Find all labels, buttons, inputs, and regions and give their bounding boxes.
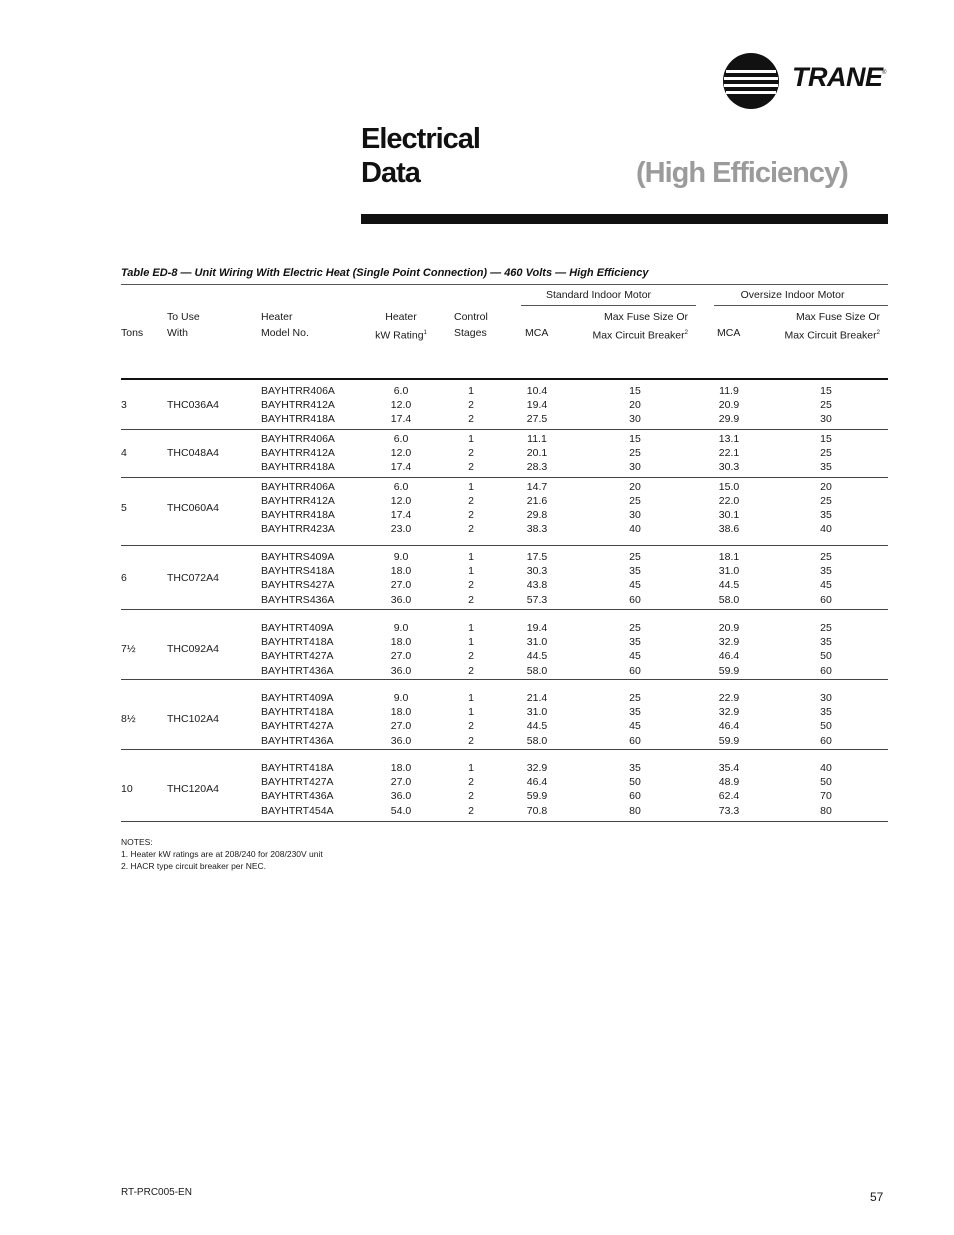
cell-fuse: 20 [629, 399, 641, 411]
col-header-control-stages: Control Stages [454, 311, 488, 339]
cell-fuse: 35 [629, 762, 641, 774]
cell-mca-o: 15.0 [718, 481, 740, 493]
cell-mca-o: 48.9 [718, 776, 740, 789]
cell-kw: 6.0 [393, 433, 409, 445]
standard-motor-header: Standard Indoor Motor [545, 289, 652, 301]
cell-model: BAYHTRR412A [261, 495, 335, 507]
cell-fuse: 30 [629, 413, 641, 425]
cell-fuse-o: 60 [820, 734, 832, 747]
cell-mca-o: 38.6 [718, 523, 740, 535]
cell-model: BAYHTRS409A [261, 551, 335, 563]
cell-kw: 9.0 [393, 622, 409, 634]
cell-kw: 12.0 [390, 447, 412, 459]
cell-fuse-o: 15 [820, 385, 832, 397]
cell-tons: 8½ [121, 713, 136, 726]
cell-fuse: 15 [629, 433, 641, 445]
cell-kw: 36.0 [390, 593, 412, 606]
cell-model: BAYHTRR412A [261, 399, 335, 411]
cell-mca: 21.6 [526, 495, 548, 507]
cell-model: BAYHTRT418A [261, 706, 334, 719]
cell-mca-o: 22.1 [718, 447, 740, 459]
notes [121, 836, 323, 872]
note-item: 1. Heater kW ratings are at 208/240 for 208/230V unit [121, 849, 323, 859]
cell-mca-o: 58.0 [718, 593, 740, 606]
cell-fuse: 45 [629, 720, 641, 733]
cell-mca: 14.7 [526, 481, 548, 493]
cell-fuse: 35 [629, 565, 641, 578]
cell-mca-o: 22.9 [718, 692, 740, 704]
cell-kw: 17.4 [390, 461, 412, 473]
brand-wordmark: TRANE [792, 62, 883, 92]
cell-mca: 28.3 [526, 461, 548, 473]
cell-mca-o: 13.1 [718, 433, 740, 445]
cell-stages: 2 [468, 593, 474, 606]
cell-mca-o: 32.9 [718, 636, 740, 649]
cell-model: BAYHTRR418A [261, 413, 335, 425]
cell-stages: 1 [468, 481, 474, 493]
cell-mca-o: 31.0 [718, 565, 740, 578]
cell-stages: 1 [468, 551, 474, 563]
col-header-fuse-standard: Max Fuse Size Or Max Circuit Breaker$^2$ [592, 311, 688, 342]
cell-fuse-o: 25 [820, 622, 832, 634]
cell-tons: 10 [121, 783, 133, 796]
col-header-tons: Tons [121, 327, 144, 339]
cell-kw: 17.4 [390, 413, 412, 425]
cell-mca: 27.5 [526, 413, 548, 425]
cell-unit-model: THC072A4 [167, 572, 219, 585]
cell-model: BAYHTRR423A [261, 523, 335, 535]
cell-stages: 2 [468, 664, 474, 677]
cell-stages: 2 [468, 734, 474, 747]
cell-fuse-o: 25 [820, 399, 832, 411]
col-header-heater-model: Heater Model No. [261, 311, 309, 339]
row-group-divider [121, 545, 888, 546]
cell-fuse-o: 35 [820, 565, 832, 578]
cell-model: BAYHTRR418A [261, 461, 335, 473]
cell-fuse: 40 [629, 523, 641, 535]
cell-stages: 1 [468, 385, 474, 397]
cell-mca: 46.4 [526, 776, 548, 789]
cell-model: BAYHTRS427A [261, 579, 335, 592]
note-item: 2. HACR type circuit breaker per NEC. [121, 861, 267, 871]
cell-mca: 31.0 [526, 636, 548, 649]
cell-mca-o: 11.9 [719, 385, 739, 397]
cell-kw: 12.0 [390, 495, 412, 507]
cell-fuse-o: 60 [820, 664, 832, 677]
cell-mca: 70.8 [526, 804, 548, 817]
cell-stages: 2 [468, 399, 474, 411]
cell-model: BAYHTRT418A [261, 762, 334, 774]
cell-model: BAYHTRT436A [261, 734, 334, 747]
cell-kw: 9.0 [393, 551, 409, 563]
cell-mca-o: 22.0 [718, 495, 740, 507]
page-title-line2: Data [361, 157, 420, 189]
cell-unit-model: THC120A4 [167, 783, 219, 796]
cell-fuse-o: 20 [820, 481, 832, 493]
cell-mca: 19.4 [526, 399, 548, 411]
cell-mca-o: 59.9 [718, 664, 740, 677]
cell-kw: 18.0 [390, 565, 412, 578]
cell-fuse: 30 [629, 509, 641, 521]
cell-mca: 32.9 [526, 762, 548, 774]
cell-kw: 23.0 [390, 523, 412, 535]
cell-unit-model: THC048A4 [167, 447, 219, 459]
cell-kw: 27.0 [390, 650, 412, 663]
cell-fuse: 60 [629, 593, 641, 606]
cell-fuse: 35 [629, 636, 641, 649]
cell-mca-o: 44.5 [718, 579, 740, 592]
row-group-divider [121, 749, 888, 750]
cell-stages: 2 [468, 413, 474, 425]
cell-fuse: 35 [629, 706, 641, 719]
cell-fuse-o: 70 [820, 790, 832, 803]
cell-fuse-o: 35 [820, 461, 832, 473]
cell-mca-o: 59.9 [718, 734, 740, 747]
cell-model: BAYHTRT418A [261, 636, 334, 649]
cell-fuse-o: 30 [820, 413, 832, 425]
cell-fuse-o: 15 [820, 433, 832, 445]
cell-fuse-o: 50 [820, 776, 832, 789]
cell-unit-model: THC036A4 [167, 399, 219, 411]
cell-model: BAYHTRS418A [261, 565, 335, 578]
row-group-divider [121, 609, 888, 610]
col-header-mca-oversize: MCA [717, 327, 741, 339]
cell-stages: 2 [468, 790, 474, 803]
standard-motor-underline [521, 305, 696, 306]
cell-fuse-o: 45 [820, 579, 832, 592]
cell-fuse-o: 35 [820, 636, 832, 649]
col-header-touse: To Use With [167, 311, 200, 339]
cell-mca-o: 18.1 [718, 551, 740, 563]
cell-mca: 43.8 [526, 579, 548, 592]
cell-kw: 27.0 [390, 579, 412, 592]
cell-model: BAYHTRR406A [261, 385, 335, 397]
cell-tons: 3 [121, 399, 127, 411]
cell-stages: 2 [468, 447, 474, 459]
cell-mca: 19.4 [526, 622, 548, 634]
cell-kw: 18.0 [390, 636, 412, 649]
cell-kw: 6.0 [393, 481, 409, 493]
cell-fuse-o: 50 [820, 720, 832, 733]
cell-fuse: 30 [629, 461, 641, 473]
cell-fuse: 45 [629, 650, 641, 663]
row-group-divider [121, 477, 888, 478]
cell-fuse: 80 [629, 804, 641, 817]
cell-mca-o: 35.4 [718, 762, 740, 774]
cell-stages: 1 [468, 622, 474, 634]
cell-stages: 2 [468, 650, 474, 663]
cell-mca-o: 29.9 [718, 413, 740, 425]
cell-stages: 1 [468, 706, 474, 719]
cell-stages: 1 [468, 565, 474, 578]
cell-kw: 36.0 [390, 790, 412, 803]
cell-fuse: 50 [629, 776, 641, 789]
page-number: 57 [870, 1190, 884, 1204]
caption-divider [121, 284, 888, 285]
row-group-divider [121, 821, 888, 822]
cell-mca-o: 30.1 [718, 509, 740, 521]
cell-stages: 2 [468, 461, 474, 473]
cell-stages: 1 [468, 692, 474, 704]
cell-mca: 58.0 [526, 664, 548, 677]
cell-model: BAYHTRT427A [261, 776, 334, 789]
cell-mca-o: 32.9 [718, 706, 740, 719]
cell-fuse-o: 30 [820, 692, 832, 704]
cell-mca: 11.1 [527, 433, 547, 445]
cell-mca: 57.3 [526, 593, 548, 606]
cell-stages: 1 [468, 762, 474, 774]
cell-model: BAYHTRT427A [261, 720, 334, 733]
cell-tons: 4 [121, 447, 127, 459]
cell-model: BAYHTRR406A [261, 481, 335, 493]
cell-unit-model: THC102A4 [167, 713, 219, 726]
row-group-divider [121, 679, 888, 680]
cell-model: BAYHTRR418A [261, 509, 335, 521]
cell-fuse: 15 [629, 385, 641, 397]
cell-model: BAYHTRT409A [261, 622, 334, 634]
cell-kw: 18.0 [390, 762, 412, 774]
page-title-line1: Electrical [361, 123, 480, 155]
cell-fuse: 25 [629, 622, 641, 634]
cell-kw: 9.0 [393, 692, 409, 704]
cell-model: BAYHTRT436A [261, 790, 334, 803]
cell-stages: 2 [468, 804, 474, 817]
cell-fuse-o: 35 [820, 706, 832, 719]
cell-model: BAYHTRR406A [261, 433, 335, 445]
cell-mca-o: 20.9 [718, 399, 740, 411]
cell-mca-o: 46.4 [718, 650, 740, 663]
cell-fuse: 25 [629, 495, 641, 507]
notes-heading: NOTES: [121, 837, 153, 847]
oversize-motor-header: Oversize Indoor Motor [740, 289, 845, 301]
cell-fuse-o: 25 [820, 495, 832, 507]
cell-mca: 30.3 [526, 565, 548, 578]
cell-stages: 1 [468, 433, 474, 445]
cell-fuse: 25 [629, 551, 641, 563]
cell-model: BAYHTRT409A [261, 692, 334, 704]
cell-kw: 27.0 [390, 776, 412, 789]
cell-mca-o: 30.3 [718, 461, 740, 473]
cell-fuse: 60 [629, 790, 641, 803]
cell-unit-model: THC092A4 [167, 643, 219, 656]
cell-fuse: 45 [629, 579, 641, 592]
title-rule [361, 214, 888, 224]
cell-model: BAYHTRS436A [261, 593, 335, 606]
cell-kw: 6.0 [393, 385, 409, 397]
cell-fuse: 60 [629, 734, 641, 747]
cell-mca: 17.5 [526, 551, 548, 563]
cell-mca: 38.3 [526, 523, 548, 535]
col-header-fuse-oversize: Max Fuse Size Or Max Circuit Breaker$^2$ [784, 311, 880, 342]
cell-mca: 20.1 [526, 447, 548, 459]
cell-fuse-o: 25 [820, 447, 832, 459]
cell-mca-o: 20.9 [718, 622, 740, 634]
cell-tons: 5 [121, 502, 127, 514]
cell-mca: 44.5 [526, 650, 548, 663]
cell-mca-o: 73.3 [718, 804, 740, 817]
cell-fuse: 60 [629, 664, 641, 677]
cell-kw: 54.0 [390, 804, 412, 817]
cell-model: BAYHTRR412A [261, 447, 335, 459]
cell-fuse: 25 [629, 692, 641, 704]
cell-kw: 36.0 [390, 664, 412, 677]
row-group-divider [121, 429, 888, 430]
cell-stages: 2 [468, 495, 474, 507]
cell-model: BAYHTRT436A [261, 664, 334, 677]
cell-mca: 58.0 [526, 734, 548, 747]
cell-stages: 2 [468, 509, 474, 521]
cell-mca: 21.4 [526, 692, 548, 704]
cell-model: BAYHTRT454A [261, 804, 334, 817]
cell-mca: 10.4 [526, 385, 548, 397]
page-subtitle: (High Efficiency) [636, 157, 848, 189]
cell-fuse-o: 40 [820, 762, 832, 774]
col-header-kw-rating: Heater kW Rating$^1$ [375, 311, 427, 342]
cell-mca: 59.9 [526, 790, 548, 803]
table-caption: Table ED-8 — Unit Wiring With Electric Heat (Single Point Connection) — 460 Volts — High Efficiency [121, 267, 649, 279]
cell-stages: 2 [468, 776, 474, 789]
cell-fuse-o: 25 [820, 551, 832, 563]
cell-model: BAYHTRT427A [261, 650, 334, 663]
cell-kw: 17.4 [390, 509, 412, 521]
cell-unit-model: THC060A4 [167, 502, 219, 514]
cell-mca-o: 46.4 [718, 720, 740, 733]
cell-stages: 2 [468, 523, 474, 535]
cell-mca: 31.0 [526, 706, 548, 719]
cell-fuse: 25 [629, 447, 641, 459]
brand-registered-mark: ® [882, 70, 887, 76]
cell-mca: 44.5 [526, 720, 548, 733]
cell-fuse: 20 [629, 481, 641, 493]
cell-tons: 6 [121, 572, 127, 585]
cell-mca: 29.8 [526, 509, 548, 521]
cell-kw: 18.0 [390, 706, 412, 719]
cell-fuse-o: 50 [820, 650, 832, 663]
col-header-mca-standard: MCA [525, 327, 549, 339]
cell-fuse-o: 40 [820, 523, 832, 535]
cell-tons: 7½ [121, 643, 136, 656]
cell-stages: 2 [468, 720, 474, 733]
cell-fuse-o: 60 [820, 593, 832, 606]
cell-stages: 1 [468, 636, 474, 649]
cell-mca-o: 62.4 [718, 790, 740, 803]
cell-kw: 12.0 [390, 399, 412, 411]
cell-kw: 36.0 [390, 734, 412, 747]
cell-kw: 27.0 [390, 720, 412, 733]
cell-fuse-o: 80 [820, 804, 832, 817]
oversize-motor-underline [714, 305, 888, 306]
cell-stages: 2 [468, 579, 474, 592]
cell-fuse-o: 35 [820, 509, 832, 521]
header-rule [121, 378, 888, 380]
document-id: RT-PRC005-EN [121, 1187, 192, 1198]
